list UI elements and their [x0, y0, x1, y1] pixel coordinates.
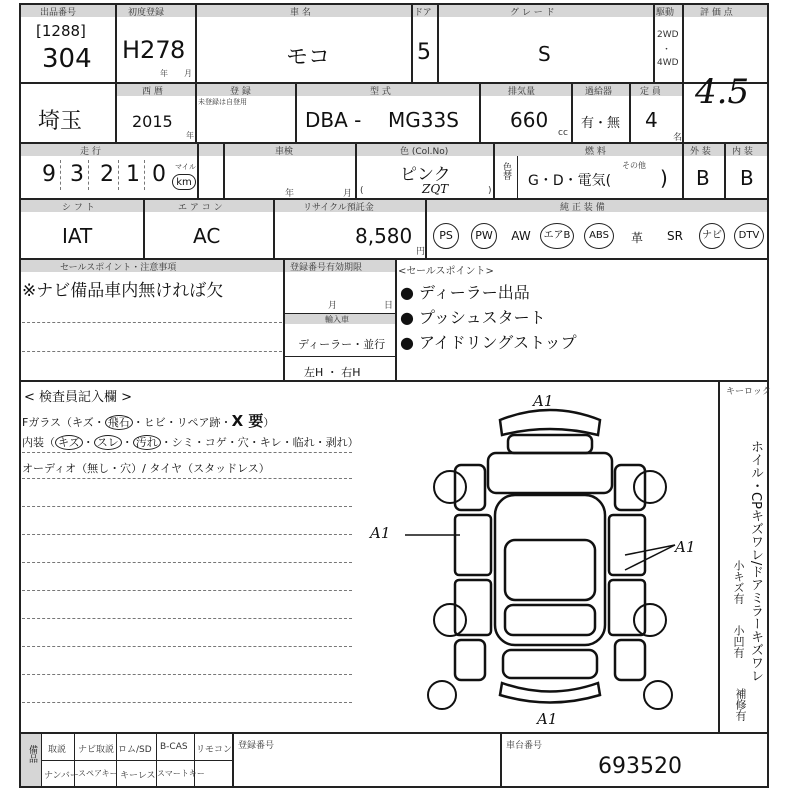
color-name: ピンク [400, 165, 451, 185]
mileage-digit-4: 1 [126, 162, 140, 187]
sales-point-3: ● アイドリングストップ [400, 333, 577, 352]
equip-ps: PS [433, 223, 459, 249]
footer-item-manual: 取説 [48, 745, 67, 755]
damage-mark-front: A1 [533, 392, 554, 410]
footer-item-smart-key: スマートキー [157, 769, 205, 778]
km-circle: km [172, 174, 196, 190]
ac-value: AC [193, 224, 221, 248]
equip-aw: AW [511, 229, 531, 243]
model-code-prefix: DBA - [305, 108, 362, 132]
inspector-line-1: Fガラス（キズ・ 飛石 ・ヒビ・リペア跡・X 要） [22, 412, 275, 430]
lot-label: 出品番号 [40, 8, 77, 18]
color-change-label: 色替 [501, 162, 511, 180]
inspector-line-2: 内装（ キズ ・ スレ ・ 汚れ ・シミ・コゲ・穴・キレ・临れ・剥れ） [22, 436, 359, 449]
reg-no-label: 登録番号 [238, 741, 275, 751]
drive-2wd: 2WD [657, 30, 679, 40]
import-type: ディーラー・並行 [298, 338, 386, 351]
equip-abs: ABS [584, 223, 614, 249]
footer-item-spare-key: スペアキー [78, 769, 118, 778]
lot-code: [1288] [36, 22, 86, 40]
key-lock-label: キーロック [726, 387, 771, 397]
turbo: 有・無 [581, 116, 621, 131]
damage-mark-left: A1 [370, 524, 391, 542]
first-reg-label: 初度登録 [128, 8, 165, 18]
footer-item-keyless: キーレス [120, 771, 156, 781]
mileage-digit-5: 0 [152, 162, 166, 187]
model-label: 車 名 [290, 8, 311, 18]
mileage-digit-2: 3 [70, 162, 84, 187]
score-label: 評 価 点 [700, 8, 733, 18]
interior-grade: B [740, 166, 754, 190]
equip-pw: PW [471, 223, 497, 249]
mileage-digit-3: 2 [100, 162, 114, 187]
inspector-title: < 検査員記入欄 > [24, 390, 133, 405]
model-name: モコ [286, 45, 331, 70]
sales-point-2: ● プッシュスタート [400, 308, 546, 327]
shift-value: IAT [62, 224, 93, 248]
side-small-scratch: 小キズ有 [732, 560, 745, 604]
mile-label: マイル [175, 163, 196, 171]
footer-item-navi-manual: ナビ取説 [78, 745, 115, 755]
reg-month: 8 [170, 36, 186, 64]
car-diagram [400, 395, 700, 720]
displacement: 660 [510, 108, 549, 132]
mileage-digit-1: 9 [42, 162, 56, 187]
side-notes: ホイル・CPキズワレ/ドアミラーキズワレ [748, 440, 763, 683]
handle-side: 左H ・ 右H [304, 366, 361, 379]
model-code: MG33S [388, 108, 459, 132]
doors-label: ドア [414, 8, 432, 18]
doors-value: 5 [417, 40, 431, 65]
fuel-type: G・D・電気( [528, 173, 612, 189]
side-small-dent: 小凹有 [732, 625, 745, 658]
capacity: 4 [645, 108, 658, 132]
score-value: 4.5 [695, 72, 750, 112]
frame-left [19, 3, 21, 788]
inspector-line-3: オーディオ（無し・穴）/ タイヤ（スタッドレス） [22, 462, 270, 475]
era-year: H27 [122, 36, 171, 64]
serial-label: 車台番号 [506, 741, 543, 751]
equip-navi: ナビ [699, 223, 725, 249]
grade-label: グ レ ー ド [510, 8, 555, 18]
footer-side-label: 備品 [27, 745, 37, 763]
footer-item-plate: ナンバー [44, 771, 79, 781]
color-code: ZQT [422, 182, 449, 196]
drive-4wd: 4WD [657, 58, 679, 68]
equip-dtv: DTV [734, 223, 764, 249]
equip-sunroof: SR [667, 229, 683, 243]
grade-value: S [538, 42, 551, 66]
equip-leather: 革 [630, 231, 643, 245]
notes-remark: ※ナビ備品車内無ければ欠 [22, 281, 224, 301]
damage-mark-right: A1 [675, 538, 696, 556]
lot-number: 304 [42, 44, 92, 74]
footer-item-rom-sd: ロム/SD [118, 745, 152, 755]
western-year: 2015 [132, 112, 173, 131]
exterior-grade: B [696, 166, 710, 190]
footer-item-remote: リモコン [196, 745, 233, 755]
equip-airbag: エアB [540, 223, 574, 249]
recycle-fee: 8,580 [355, 224, 413, 248]
frame-bottom [19, 786, 769, 788]
side-repair: 補修有 [734, 688, 747, 721]
damage-mark-rear: A1 [537, 710, 558, 728]
serial-number: 693520 [598, 754, 682, 779]
location: 埼玉 [38, 109, 83, 134]
sales-point-1: ● ディーラー出品 [400, 283, 530, 302]
footer-item-bcas: B-CAS [160, 742, 188, 752]
